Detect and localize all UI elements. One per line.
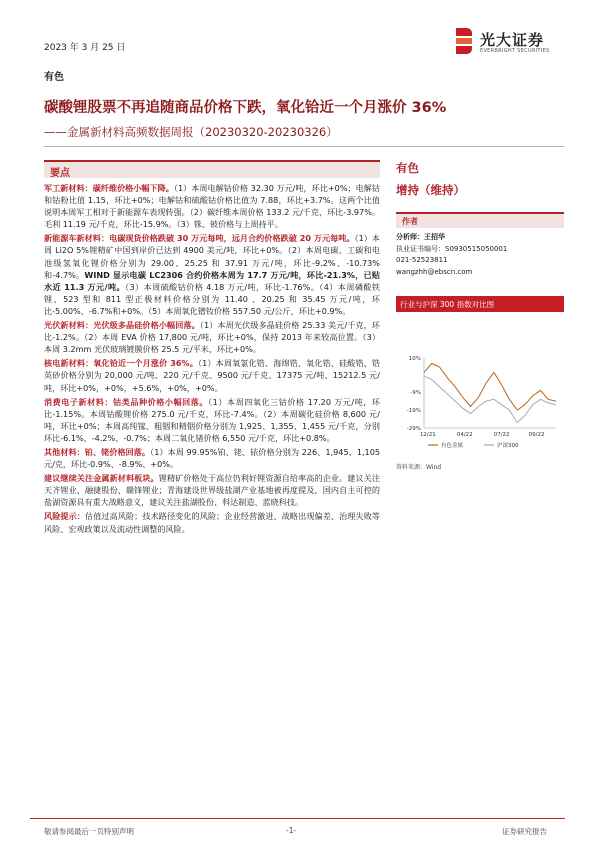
author-heading-bar [396, 212, 564, 228]
y-tick-label: -19% [406, 408, 421, 415]
paragraph-text: （3）本周硫酸钴价格 4.18 万元/吨，环比-1.76%。（4）本周磷酸铁锂、523 型和 811 型正极材料价格分别为 11.40 、20.25 和 35.45 万元/吨，环比-5.00%、-6.7%和+0%。（5）本周氧化镨钕价格 557.50 元/公斤，环比+0.9%。 [44, 281, 380, 316]
y-tick-label: -9% [410, 390, 421, 397]
summary-paragraph-recommendation [44, 472, 380, 508]
legend-label: 有色金属 [441, 443, 464, 449]
series-line-nonferrous [424, 363, 556, 410]
report-sector: 有色 [44, 72, 64, 83]
series-line-csi300 [424, 376, 556, 423]
legend-label: 沪深300 [497, 443, 519, 449]
summary-heading-bar [44, 160, 380, 178]
title-divider [44, 146, 564, 147]
paragraph-bold-text: WIND 显示电碳 LC2306 合约价格本周为 17.7 万元/吨，环比-21.3%，已贴水近 11.3 万元/吨。 [44, 269, 380, 292]
y-tick-label: 10% [408, 356, 421, 362]
paragraph-keyword: 建议继续关注金属新材料板块。 [44, 473, 159, 484]
report-date: 2023 年 3 月 25 日 [44, 43, 126, 53]
paragraph-keyword: 军工新材料：碳纤维价格小幅下降。 [44, 183, 174, 193]
summary-paragraph-pv [44, 319, 380, 355]
paragraph-text: （1）本周 99.95%铂、铑、铱价格分别为 226、1,945、1,105 元/克，环比-0.9%、-8.9%、+0%。 [44, 446, 380, 470]
sidebar [396, 160, 564, 278]
sidebar-sector: 有色 [396, 161, 419, 175]
author-heading: 作者 [402, 217, 418, 226]
paragraph-keyword: 其他材料：铂、铑价格回落。 [44, 446, 151, 457]
chart-source: 资料来源：Wind [396, 464, 442, 471]
summary-paragraph-other [44, 446, 380, 470]
summary-paragraph-nuclear [44, 357, 380, 393]
paragraph-text: （1）本周氧氯化锆、海绵锆、氧化锆、硅酸锆、锆英砂价格分别为 20,000 元/吨、220 元/千克、9500 元/千克、17375 元/吨、15212.5 元/吨，环比+0%，+0%，+5.6%，+0%，+0%。 [44, 358, 380, 393]
rating-label: 增持（维持） [396, 183, 465, 197]
summary-paragraph-risk [44, 510, 380, 534]
summary-paragraph-ev [44, 232, 380, 317]
paragraph-text: 估值过高风险；技术路径变化的风险；企业经营激进、战略出现偏差、治理失败等风险、宏观政策以及流动性调整的风险。 [44, 511, 380, 534]
paragraph-keyword: 消费电子新材料：钴类品种价格小幅回落。 [44, 396, 209, 407]
page-number: -1- [286, 826, 297, 835]
footer-divider [30, 818, 565, 819]
summary-paragraph-military [44, 182, 380, 230]
paragraph-text: （1）本周电解钴价格 32.30 万元/吨，环比+0%；电解钴和钴粉比值 1.15，环比+0%；电解钴和硫酸钴价格比值为 7.88，环比+3.7%。这两个比值说明本周军工相对于新能源车表现转强。（2）碳纤维本周价格 133.2 元/千克，环比-3.97%。毛利 11.19 元/千克，环比-15.9%。（3）铢、铍价格与上周持平。 [44, 183, 380, 230]
chart-title: 行业与沪深 300 指数对比图 [400, 300, 495, 309]
summary-heading: 要点 [50, 168, 70, 179]
paragraph-text: （1）本周 Li2O 5%锂精矿中国到岸价已达到 4900 美元/吨，环比+0%。（2）本周电碳、工碳和电池级氢氧化锂价格分别为 29.00、25.25 和 37.91 万元/吨，环比-9.2%、-10.73%和-4.7%。 [44, 233, 380, 280]
paragraph-text: （1）本周光伏级多晶硅价格 25.33 美元/千克，环比-1.2%。（2）本周 EVA 价格 17,800 元/吨，环比+0%，保持 2013 年来较高位置。（3）本周 3.2mm 光伏玻璃镀膜价格 25.5 元/平米，环比+0%。 [44, 320, 380, 355]
report-title: 碳酸锂股票不再追随商品价格下跌，氧化铪近一个月涨价 36% [44, 100, 447, 116]
x-tick-label: 09/22 [528, 432, 545, 438]
company-logo [454, 26, 564, 60]
footer-disclaimer[interactable]: 敬请参阅最后一页特别声明 [44, 827, 134, 836]
analyst-phone: 021-52523811 [396, 256, 448, 264]
x-tick-label: 04/22 [456, 432, 473, 438]
logo-mark-icon [454, 26, 474, 56]
x-tick-label: 12/21 [419, 432, 436, 438]
paragraph-keyword: 新能源车新材料：电碳现货价格跌破 30 万元每吨，远月合约价格跌破 20 万元每吨。 [44, 233, 355, 244]
paragraph-keyword: 核电新材料：氧化铪近一个月涨价 36%。 [44, 358, 198, 369]
chart-title-bar [396, 296, 564, 312]
summary-paragraph-electronics [44, 396, 380, 444]
footer-report-type: 证券研究报告 [502, 827, 547, 836]
paragraph-text: （1）本周四氧化三钴价格 17.20 万元/吨，环比-1.15%。本周钴酸锂价格 275.0 元/千克，环比-7.4%。（2）本周碳化硅价格 8,600 元/吨，环比+0%；本周高纯镓、粗铟和精铟价格分别为 1,925、1,355、1,455 元/千克，分别环比-6.1%、-4.2%、-0.7%；本周二氧化锗价格 6,550 元/千克，环比+0.8%。 [44, 396, 380, 443]
license-number: 执业证书编号：S0930515050001 [396, 244, 508, 253]
logo-text: 光大证券 [480, 31, 545, 49]
summary-body [44, 182, 380, 537]
logo-subtext: EVERBRIGHT SECURITIES [480, 48, 550, 54]
x-tick-label: 07/22 [493, 432, 510, 438]
analyst-name: 分析师：王招华 [396, 233, 445, 241]
analyst-email[interactable]: wangzhh@ebscn.com [396, 267, 473, 276]
paragraph-text: 锂精矿价格处于高位仍利好锂资源自给率高的企业。建议关注天齐锂业、融捷股份、赣锋锂业；青海建设世界级盐湖产业基地被再度提及，国内自主可控的盐湖资源具有重大战略意义，建议关注盐湖股份、科达制造、蓝晓科技。 [44, 473, 380, 508]
index-comparison-chart [396, 350, 564, 450]
paragraph-keyword: 风险提示： [44, 511, 85, 522]
y-tick-label: -29% [406, 426, 421, 432]
paragraph-keyword: 光伏新材料：光伏级多晶硅价格小幅回落。 [44, 320, 200, 331]
report-subtitle: ——金属新材料高频数据周报（20230320-20230326） [44, 125, 338, 139]
